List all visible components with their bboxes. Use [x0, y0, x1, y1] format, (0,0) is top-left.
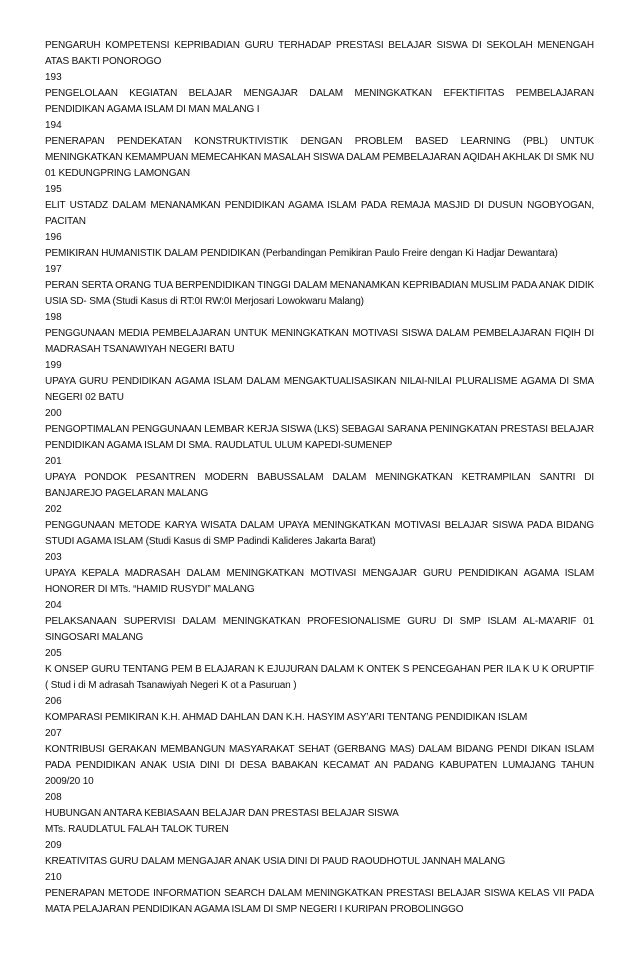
- entry-number: 194: [45, 120, 62, 131]
- entry-title: KONTRIBUSI GERAKAN MEMBANGUN MASYARAKAT SEHAT (GERBANG MAS) DALAM BIDANG PENDI DIKAN ISLAM PADA PENDIDIKAN ANAK USIA DINI DI DESA BABAKAN KECAMAT AN PADANG KABUPATEN LUMAJANG TAHUN 2009/20 10: [45, 744, 594, 787]
- entry-209: [45, 806, 594, 854]
- entry-number: 197: [45, 264, 62, 275]
- entry-number: 203: [45, 552, 62, 563]
- entry-number: 196: [45, 232, 62, 243]
- entry-title: PENGGUNAAN MEDIA PEMBELAJARAN UNTUK MENINGKATKAN MOTIVASI SISWA DALAM PEMBELAJARAN FIQIH DI MADRASAH TSANAWIYAH NEGERI BATU: [45, 328, 594, 355]
- entry-193: [45, 38, 594, 86]
- entry-202: [45, 470, 594, 518]
- entry-203: [45, 518, 594, 566]
- entry-title: PENGOPTIMALAN PENGGUNAAN LEMBAR KERJA SISWA (LKS) SEBAGAI SARANA PENINGKATAN PRESTASI BELAJAR PENDIDIKAN AGAMA ISLAM DI SMA. RAUDLATUL ULUM KAPEDI-SUMENEP: [45, 424, 594, 451]
- entry-number: 210: [45, 872, 62, 883]
- entry-title: PENGARUH KOMPETENSI KEPRIBADIAN GURU TERHADAP PRESTASI BELAJAR SISWA DI SEKOLAH MENENGAH ATAS BAKTI PONOROGO: [45, 40, 594, 67]
- entry-number: 209: [45, 840, 62, 851]
- entry-205: [45, 614, 594, 662]
- entry-197: [45, 246, 594, 278]
- entry-211: [45, 886, 594, 918]
- entry-number: 193: [45, 72, 62, 83]
- entry-number: 205: [45, 648, 62, 659]
- entry-206: [45, 662, 594, 710]
- entry-194: [45, 86, 594, 134]
- entry-196: [45, 198, 594, 246]
- entry-number: 199: [45, 360, 62, 371]
- entry-number: 207: [45, 728, 62, 739]
- entry-title: ELIT USTADZ DALAM MENANAMKAN PENDIDIKAN AGAMA ISLAM PADA REMAJA MASJID DI DUSUN NGOBYOGAN, PACITAN: [45, 200, 594, 227]
- entry-subtitle: MTs. RAUDLATUL FALAH TALOK TUREN: [45, 824, 229, 835]
- entry-title: PERAN SERTA ORANG TUA BERPENDIDIKAN TINGGI DALAM MENANAMKAN KEPRIBADIAN MUSLIM PADA ANAK DIDIK USIA SD- SMA (Studi Kasus di RT:0I RW:0I Merjosari Lowokwaru Malang): [45, 280, 594, 307]
- entry-number: 206: [45, 696, 62, 707]
- entry-title: UPAYA PONDOK PESANTREN MODERN BABUSSALAM DALAM MENINGKATKAN KETRAMPILAN SANTRI DI BANJAREJO PAGELARAN MALANG: [45, 472, 594, 499]
- entry-title: PEMIKIRAN HUMANISTIK DALAM PENDIDIKAN (Perbandingan Pemikiran Paulo Freire dengan Ki Hadjar Dewantara): [45, 248, 558, 259]
- entry-title: PENERAPAN PENDEKATAN KONSTRUKTIVISTIK DENGAN PROBLEM BASED LEARNING (PBL) UNTUK MENINGKATKAN KEMAMPUAN MEMECAHKAN MASALAH SISWA DALAM PEMBELAJARAN AQIDAH AKHLAK DI SMK NU 01 KEDUNGPRING LAMONGAN: [45, 136, 594, 179]
- entry-title: PENGGUNAAN METODE KARYA WISATA DALAM UPAYA MENINGKATKAN MOTIVASI BELAJAR SISWA PADA BIDANG STUDI AGAMA ISLAM (Studi Kasus di SMP Padindi Kalideres Jakarta Barat): [45, 520, 594, 547]
- entry-title: UPAYA KEPALA MADRASAH DALAM MENINGKATKAN MOTIVASI MENGAJAR GURU PENDIDIKAN AGAMA ISLAM HONORER DI MTs. “HAMID RUSYDI” MALANG: [45, 568, 594, 595]
- entry-title: PELAKSANAAN SUPERVISI DALAM MENINGKATKAN PROFESIONALISME GURU DI SMP ISLAM AL-MA’ARIF 01 SINGOSARI MALANG: [45, 616, 594, 643]
- entry-number: 200: [45, 408, 62, 419]
- entry-title: KOMPARASI PEMIKIRAN K.H. AHMAD DAHLAN DAN K.H. HASYIM ASY’ARI TENTANG PENDIDIKAN ISLAM: [45, 712, 528, 723]
- entry-210: [45, 854, 594, 886]
- entry-number: 202: [45, 504, 62, 515]
- entry-title: UPAYA GURU PENDIDIKAN AGAMA ISLAM DALAM MENGAKTUALISASIKAN NILAI-NILAI PLURALISME AGAMA DI SMA NEGERI 02 BATU: [45, 376, 594, 403]
- entry-title: PENERAPAN METODE INFORMATION SEARCH DALAM MENINGKATKAN PRESTASI BELAJAR SISWA KELAS VII PADA MATA PELAJARAN PENDIDIKAN AGAMA ISLAM DI SMP NEGERI I KURIPAN PROBOLINGGO: [45, 888, 594, 915]
- entry-number: 198: [45, 312, 62, 323]
- entry-200: [45, 374, 594, 422]
- entry-208: [45, 742, 594, 806]
- entry-title: K ONSEP GURU TENTANG PEM B ELAJARAN K EJUJURAN DALAM K ONTEK S PENCEGAHAN PER ILA K U K ORUPTIF ( Stud i di M adrasah Tsanawiyah Negeri K ot a Pasuruan ): [45, 664, 594, 691]
- entry-number: 195: [45, 184, 62, 195]
- entry-199: [45, 326, 594, 374]
- entry-number: 208: [45, 792, 62, 803]
- entry-number: 204: [45, 600, 62, 611]
- entry-201: [45, 422, 594, 470]
- entry-title: HUBUNGAN ANTARA KEBIASAAN BELAJAR DAN PRESTASI BELAJAR SISWA: [45, 808, 399, 819]
- entry-number: 201: [45, 456, 62, 467]
- entry-204: [45, 566, 594, 614]
- entry-195: [45, 134, 594, 198]
- entry-title: KREATIVITAS GURU DALAM MENGAJAR ANAK USIA DINI DI PAUD RAOUDHOTUL JANNAH MALANG: [45, 856, 506, 867]
- entry-title: PENGELOLAAN KEGIATAN BELAJAR MENGAJAR DALAM MENINGKATKAN EFEKTIFITAS PEMBELAJARAN PENDIDIKAN AGAMA ISLAM DI MAN MALANG I: [45, 88, 594, 115]
- entry-198: [45, 278, 594, 326]
- entry-207: [45, 710, 594, 742]
